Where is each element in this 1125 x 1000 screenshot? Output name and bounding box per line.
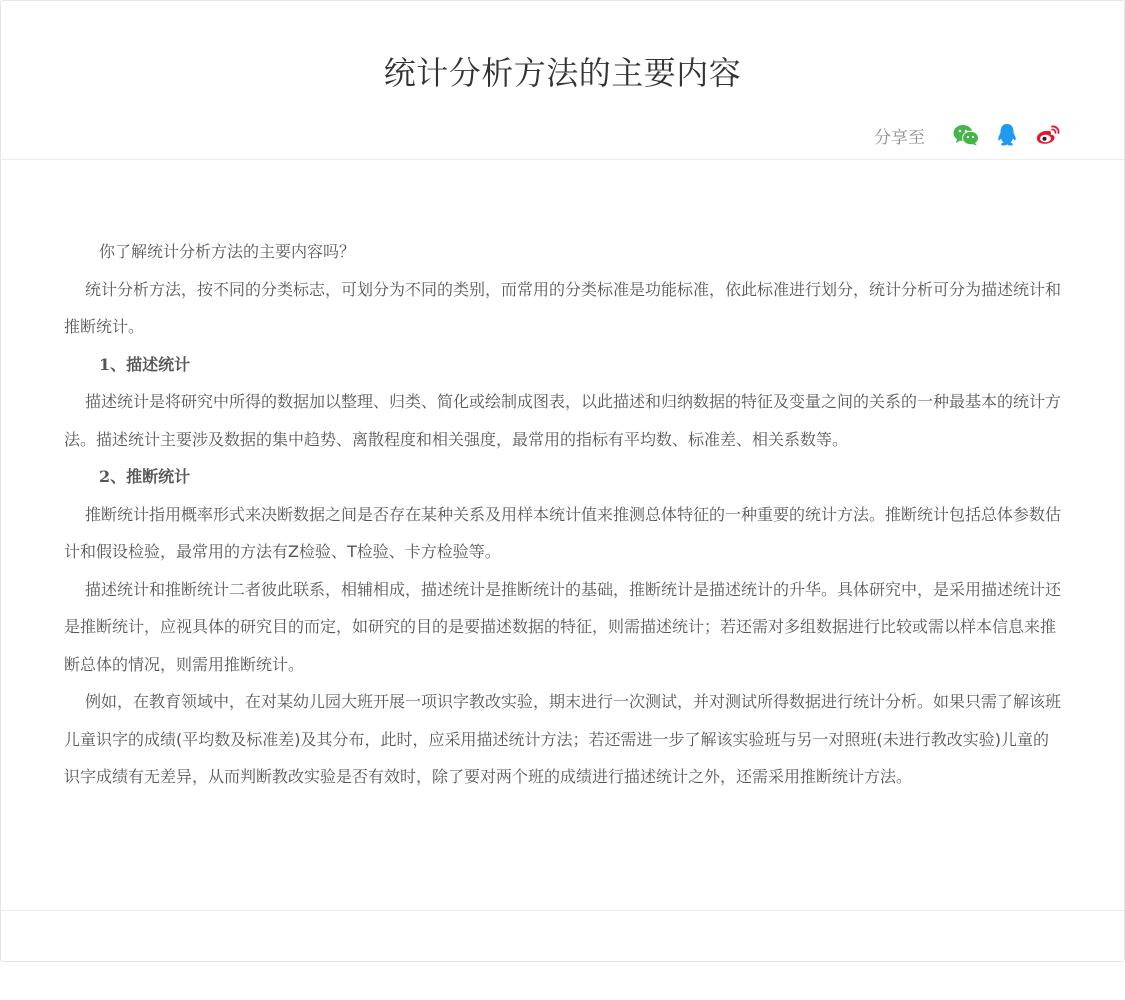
article-title: 统计分析方法的主要内容 xyxy=(383,54,742,92)
body-paragraph: 统计分析方法，按不同的分类标志，可划分为不同的类别，而常用的分类标准是功能标准，依此标准进行划分，统计分析可分为描述统计和推断统计。 xyxy=(64,279,1062,336)
body-paragraph: 描述统计和推断统计二者彼此联系，相辅相成，描述统计是推断统计的基础，推断统计是描述统计的升华。具体研究中，是采用描述统计还是推断统计，应视具体的研究目的而定，如研究的目的是要描述数据的特征，则需描述统计；若还需对多组数据进行比较或需以样本信息来推断总体的情况，则需用推断统计。 xyxy=(64,579,1062,674)
article-content xyxy=(64,233,1064,796)
footer-divider xyxy=(1,910,1124,911)
wechat-icon[interactable] xyxy=(952,121,980,149)
intro-paragraph: 你了解统计分析方法的主要内容吗？ xyxy=(99,242,356,261)
body-paragraph: 推断统计指用概率形式来决断数据之间是否存在某种关系及用样本统计值来推测总体特征的一种重要的统计方法。推断统计包括总体参数估计和假设检验，最常用的方法有Z检验、T检验、卡方检验等。 xyxy=(64,504,1062,561)
section-heading: 2、推断统计 xyxy=(99,467,191,486)
share-bar xyxy=(874,121,1062,149)
qq-icon[interactable] xyxy=(993,121,1021,149)
weibo-icon[interactable] xyxy=(1034,121,1062,149)
body-paragraph: 例如，在教育领域中，在对某幼儿园大班开展一项识字教改实验，期末进行一次测试，并对测试所得数据进行统计分析。如果只需了解该班儿童识字的成绩(平均数及标准差)及其分布，此时，应采用描述统计方法；若还需进一步了解该实验班与另一对照班(未进行教改实验)儿童的识字成绩有无差异，从而判断教改实验是否有效时，除了要对两个班的成绩进行描述统计之外，还需采用推断统计方法。 xyxy=(64,692,1062,786)
body-paragraph: 描述统计是将研究中所得的数据加以整理、归类、简化或绘制成图表，以此描述和归纳数据的特征及变量之间的关系的一种最基本的统计方法。描述统计主要涉及数据的集中趋势、离散程度和相关强度，最常用的指标有平均数、标准差、相关系数等。 xyxy=(64,392,1062,449)
article-header xyxy=(1,1,1124,160)
section-heading: 1、描述统计 xyxy=(99,354,191,374)
share-label: 分享至 xyxy=(874,127,925,148)
